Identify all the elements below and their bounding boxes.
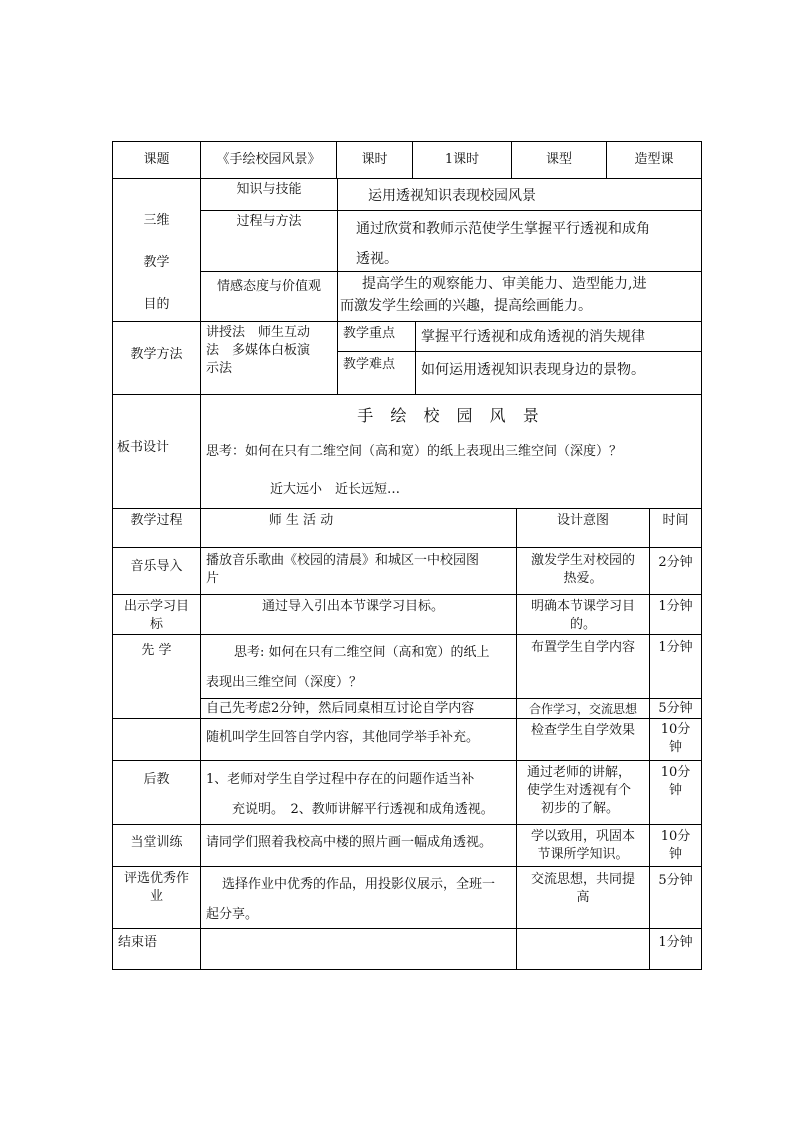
table-row-time: 1分钟 (658, 599, 693, 614)
table-row-activity: 播放音乐歌曲《校园的清晨》和城区一中校园图 片 (206, 553, 480, 586)
board-question: 思考：如何在只有二维空间（高和宽）的纸上表现出三维空间（深度）？ (206, 444, 623, 459)
method-label: 教学方法 (130, 347, 183, 362)
board-note: 近大远小 近长远短… (270, 482, 401, 497)
table-row-activity: 思考: 如何在只有二维空间（高和宽）的纸上 表现出三维空间（深度）？ (206, 645, 490, 690)
row-divider (200, 210, 702, 211)
table-row-intent: 检查学生自学效果 (530, 723, 635, 738)
objective-label-knowledge: 知识与技能 (236, 182, 302, 197)
lesson-type: 造型课 (634, 152, 674, 167)
objective-attitude: 提高学生的观察能力、审美能力、造型能力,进 而激发学生绘画的兴趣，提高绘画能力。 (340, 276, 647, 314)
table-row-time: 10分 钟 (660, 829, 691, 862)
objective-label-process: 过程与方法 (236, 214, 302, 229)
col-divider (337, 321, 338, 394)
table-row-time: 5分钟 (658, 701, 693, 716)
lesson-hours: 1课时 (444, 152, 480, 167)
difficulty: 如何运用透视知识表现身边的景物。 (421, 362, 645, 378)
process-header-activity: 师 生 活 动 (268, 513, 334, 528)
table-row-time: 10分 钟 (660, 722, 691, 755)
table-row-time: 5分钟 (658, 873, 693, 888)
table-row-intent: 学以致用，巩固本 节课所学知识。 (530, 829, 635, 862)
objectives-label: 三维 教学 目的 (143, 213, 170, 312)
table-row-intent: 合作学习，交流思想 (528, 702, 637, 716)
table-row-stage: 当堂训练 (130, 835, 183, 850)
row-divider (337, 351, 702, 352)
table-row-stage: 先 学 (141, 643, 172, 658)
objective-knowledge: 运用透视知识表现校园风景 (368, 188, 536, 204)
table-row-stage: 音乐导入 (130, 559, 183, 574)
objective-label-attitude: 情感态度与价值观 (216, 279, 321, 294)
table-row-stage: 结束语 (118, 935, 158, 950)
table-row-activity: 随机叫学生回答自学内容，其他同学举手补充。 (206, 730, 480, 745)
table-row-stage: 评选优秀作 业 (123, 871, 189, 904)
key-point: 掌握平行透视和成角透视的消失规律 (421, 329, 645, 345)
board-label: 板书设计 (117, 440, 170, 455)
table-row-intent: 交流思想，共同提 高 (530, 872, 635, 905)
process-header-stage: 教学过程 (130, 513, 183, 528)
label-type: 课型 (545, 152, 572, 167)
col-divider (337, 178, 338, 321)
table-row-activity: 1、老师对学生自学过程中存在的问题作适当补 充说明。 2、教师讲解平行透视和成角透视。 (206, 772, 494, 817)
table-row-intent: 激发学生对校园的 热爱。 (530, 553, 635, 586)
col-divider (200, 141, 201, 970)
process-header-time: 时间 (662, 513, 689, 528)
method-content: 讲授法 师生互动 法 多媒体白板演 示法 (206, 325, 311, 376)
table-border-right (701, 141, 702, 970)
table-row-stage: 出示学习目 标 (123, 599, 189, 632)
table-row-time: 2分钟 (658, 555, 693, 570)
label-title: 课题 (143, 152, 170, 167)
process-header-intent: 设计意图 (556, 513, 609, 528)
table-row-time: 1分钟 (658, 935, 693, 950)
table-row-intent: 布置学生自学内容 (530, 640, 635, 655)
table-row-time: 1分钟 (658, 640, 693, 655)
difficulty-label: 教学难点 (343, 357, 396, 372)
table-row-stage: 后教 (143, 772, 170, 787)
col-divider (415, 321, 416, 394)
table-row-intent: 通过老师的讲解， 使学生对透视有个 初步的了解。 (527, 765, 632, 816)
table-row-activity: 通过导入引出本节课学习目标。 (262, 599, 445, 614)
lesson-title: 《手绘校园风景》 (216, 152, 321, 167)
table-row-activity: 选择作业中优秀的作品，用投影仪展示，全班一 起分享。 (206, 877, 496, 922)
table-row-intent: 明确本节课学习目 的。 (530, 599, 635, 632)
table-row-activity: 自己先考虑2分钟，然后同桌相互讨论自学内容 (206, 701, 475, 716)
objective-process: 通过欣赏和教师示范使学生掌握平行透视和成角 透视。 (356, 221, 650, 267)
key-point-label: 教学重点 (343, 326, 396, 341)
table-row-time: 10分 钟 (660, 765, 691, 798)
label-hours: 课时 (361, 152, 388, 167)
board-heading: 手 绘 校 园 风 景 (357, 406, 545, 425)
table-row-activity: 请同学们照着我校高中楼的照片画一幅成角透视。 (206, 835, 493, 850)
